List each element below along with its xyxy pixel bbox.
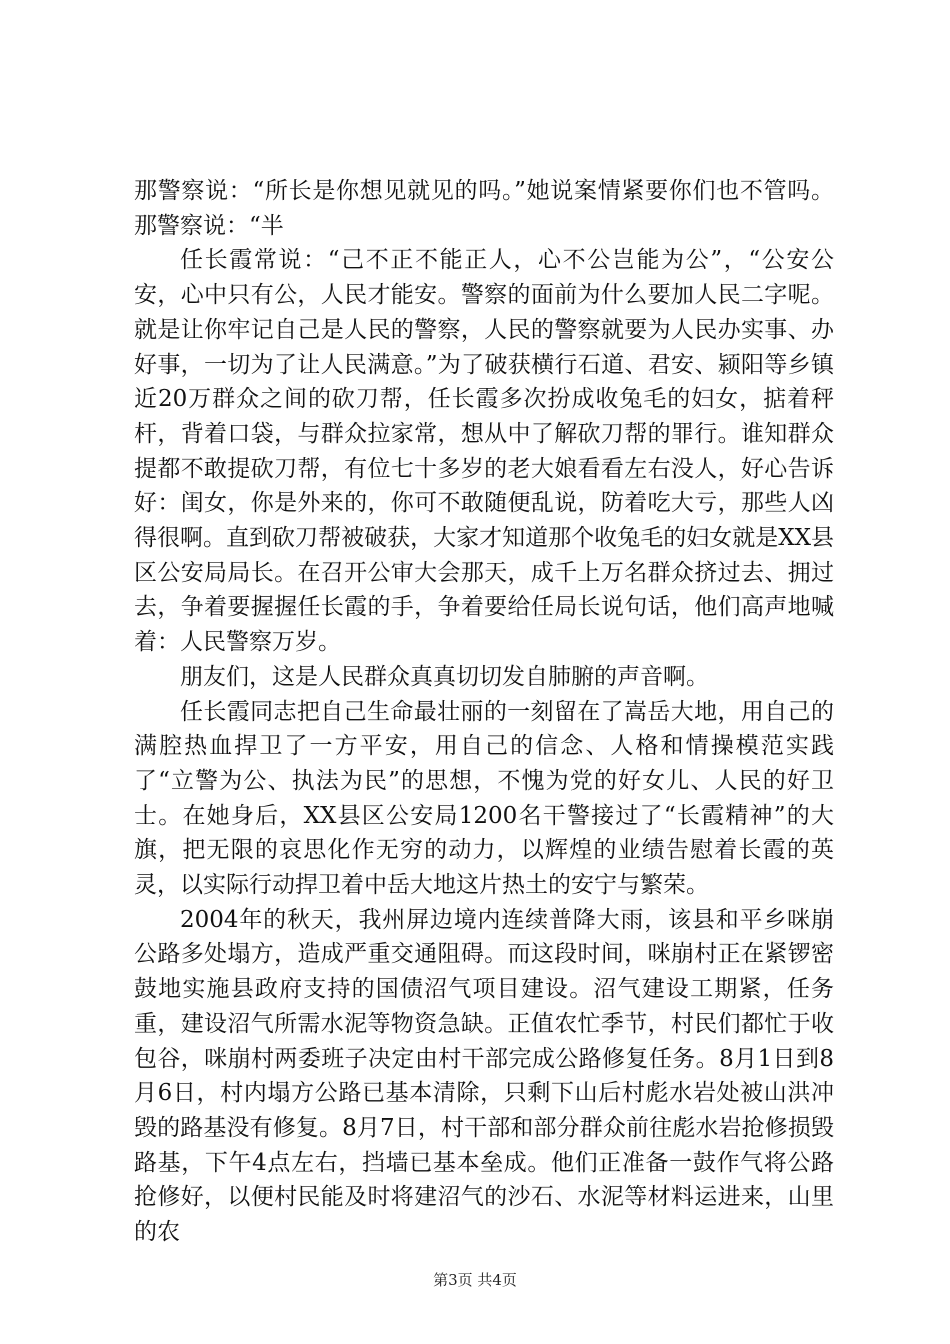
page-footer [0, 1270, 950, 1290]
body-text [134, 174, 834, 1250]
paragraph-1: 那警察说：“所长是你想见就见的吗。”她说案情紧要你们也不管吗。那警察说：“半 [134, 178, 834, 239]
paragraph-3: 朋友们，这是人民群众真真切切发自肺腑的声音啊。 [180, 663, 709, 690]
page-number-label: 第3页 共4页 [433, 1271, 517, 1289]
paragraph-5: 2004年的秋天，我州屏边境内连续普降大雨，该县和平乡咪崩公路多处塌方，造成严重交通阻碍。而这段时间，咪崩村正在紧锣密鼓地实施县政府支持的国债沼气项目建设。沼气建设工期紧，任务重，建设沼气所需水泥等物资急缺。正值农忙季节，村民们都忙于收包谷，咪崩村两委班子决定由村干部完成公路修复任务。8月1日到8月6日，村内塌方公路已基本清除，只剩下山后村彪水岩处被山洪冲毁的路基没有修复。8月7日，村干部和部分群众前往彪水岩抢修损毁路基，下午4点左右，挡墙已基本垒成。他们正准备一鼓作气将公路抢修好，以便村民能及时将建沼气的沙石、水泥等材料运进来，山里的农 [134, 906, 834, 1246]
paragraph-4: 任长霞同志把自己生命最壮丽的一刻留在了嵩岳大地，用自己的满腔热血捍卫了一方平安，用自己的信念、人格和情操模范实践了“立警为公、执法为民”的思想，不愧为党的好女儿、人民的好卫士。在她身后，XX县区公安局1200名干警接过了“长霞精神”的大旗，把无限的哀思化作无穷的动力，以辉煌的业绩告慰着长霞的英灵，以实际行动捍卫着中岳大地这片热土的安宁与繁荣。 [134, 698, 834, 899]
paragraph-2: 任长霞常说：“己不正不能正人，心不公岂能为公”，“公安公安，心中只有公，人民才能安。警察的面前为什么要加人民二字呢。就是让你牢记自己是人民的警察，人民的警察就要为人民办实事、办好事，一切为了让人民满意。”为了破获横行石道、君安、颍阳等乡镇近20万群众之间的砍刀帮，任长霞多次扮成收兔毛的妇女，掂着秤杆，背着口袋，与群众拉家常，想从中了解砍刀帮的罪行。谁知群众提都不敢提砍刀帮，有位七十多岁的老大娘看看左右没人，好心告诉好：闺女，你是外来的，你可不敢随便乱说，防着吃大亏，那些人凶得很啊。直到砍刀帮被破获，大家才知道那个收兔毛的妇女就是XX县区公安局局长。在召开公审大会那天，成千上万名群众挤过去、拥过去，争着要握握任长霞的手，争着要给任局长说句话，他们高声地喊着：人民警察万岁。 [134, 247, 834, 656]
